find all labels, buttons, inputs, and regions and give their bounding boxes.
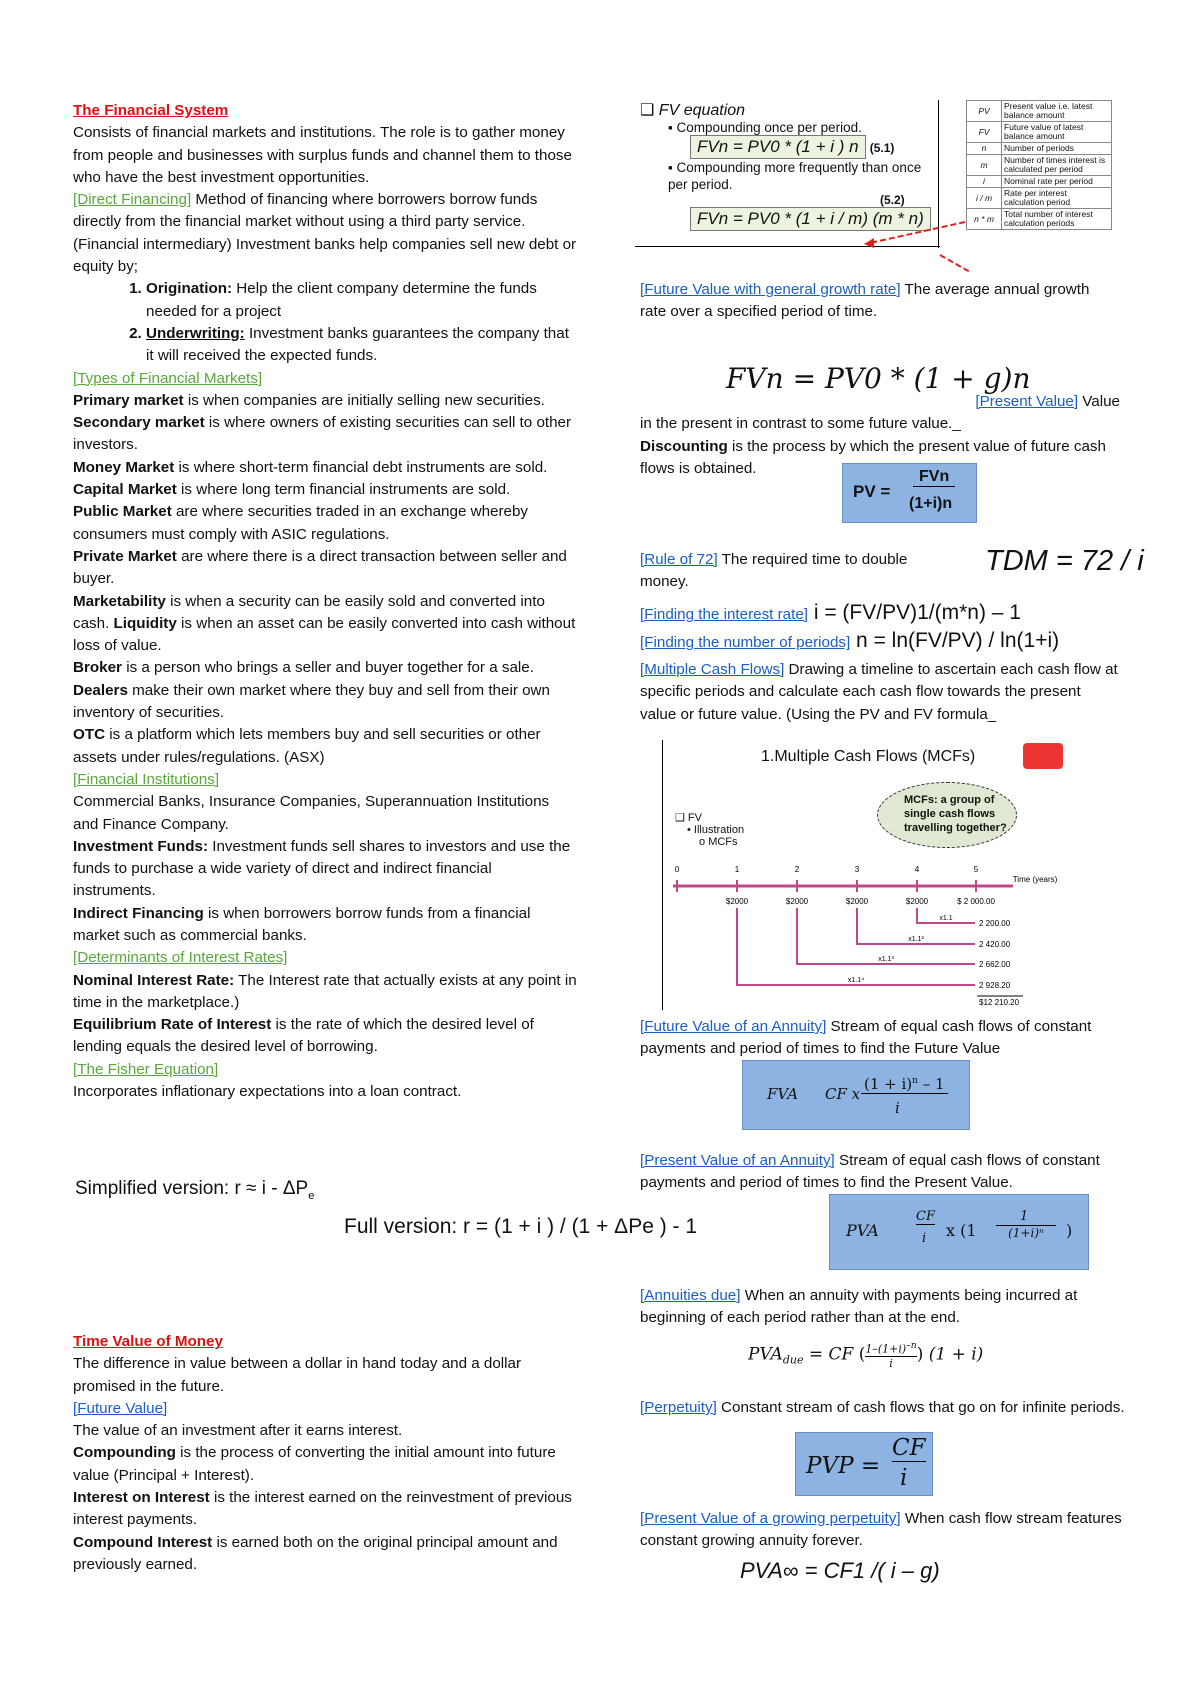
mcf-multiplier: x1.1³: [878, 956, 894, 963]
tvm-body: The difference in value between a dollar in hand today and a dollar promised in the future.: [73, 1355, 522, 1395]
left-column-tvm: [73, 1331, 578, 1576]
fisher-body: Incorporates inflationary expectations into a loan contract.: [73, 1083, 462, 1101]
mcf-cloud: MCFs: a group of single cash flows travelling together?: [877, 782, 1017, 848]
interest-on-interest: Interest on Interest is the interest earned on the reinvestment of previous interest payments.: [73, 1489, 572, 1529]
types-tag: [Types of Financial Markets]: [73, 369, 263, 387]
mcf-title: 1.Multiple Cash Flows (MCFs): [761, 748, 976, 765]
public-market: Public Market are where securities traded in an exchange whereby consumers must comply with ASIC regulations.: [73, 503, 529, 543]
perp-formula: PVP = CF i: [795, 1432, 933, 1496]
fv-growth: [Future Value with general growth rate] The average annual growth rate over a specified period of time.: [640, 281, 1090, 321]
fisher-simplified: Simplified version: $r \approx i - \Delta P_e$: [75, 1178, 315, 1202]
indirect-financing: Indirect Financing is when borrowers borrow funds from a financial market such as commercial banks.: [73, 904, 531, 944]
fv-equation-1: FVn = PV0 * (1 + i ) n: [690, 135, 866, 159]
money-market: Money Market is where short-term financial debt instruments are sold.: [73, 458, 548, 476]
fv-equation-2: FVn = PV0 * (1 + i / m) (m * n): [690, 207, 931, 231]
fva-formula: FVA CF x $(1 + i)^n - 1$ i: [742, 1060, 970, 1130]
mcf-timeline: [663, 740, 1073, 1010]
financial-system-title: The Financial System: [73, 102, 229, 119]
financing-list: [73, 278, 578, 367]
institutions-body: Commercial Banks, Insurance Companies, Superannuation Institutions and Finance Company.: [73, 793, 550, 833]
mcf-value-label: 2 200.00: [979, 919, 1011, 928]
fv-notation-table: PV Present value i.e. latest balance amount FV Future value of latest balance amount n Number of periods m Number of times interest is calculated per period i Nominal rate per period i / m Rate per interest calculation period n * m Total number of interest calculation periods: [966, 100, 1112, 230]
mcf-flow-label: $ 2 000.00: [957, 897, 995, 906]
fv-tag: [Future Value]: [73, 1399, 168, 1417]
mcf-tick-label: 5: [973, 865, 979, 874]
growing-perpetuity: [Present Value of a growing perpetuity] When cash flow stream features constant growing annuity forever.: [640, 1510, 1122, 1550]
compounding: Compounding is the process of converting the initial amount into future value (Principal + Interest).: [73, 1444, 556, 1484]
private-market: Private Market are where there is a direct transaction between seller and buyer.: [73, 547, 567, 588]
capital-market: Capital Market is where long term financial instruments are sold.: [73, 481, 511, 499]
marketability: Marketability is when a security can be easily sold and converted into cash. Liquidity is when an asset can be easily converted into cash without loss of value.: [73, 592, 576, 655]
fisher-tag: [The Fisher Equation]: [73, 1060, 219, 1078]
tvm-title: Time Value of Money: [73, 1333, 223, 1350]
otc: OTC is a platform which lets members buy and sell securities or other assets under rules/regulations. (ASX): [73, 726, 541, 766]
mcf-flow-label: $2000: [845, 897, 869, 906]
mcf-flow-label: $2000: [905, 897, 929, 906]
mcf-flow-label: $2000: [725, 897, 749, 906]
mcf-tick-label: 3: [854, 865, 860, 874]
pv-formula: PV = FVn (1+i)n: [842, 463, 977, 523]
mcf-value-label: 2 662.00: [979, 960, 1011, 969]
mcf-flow-label: $2000: [785, 897, 809, 906]
mcf-tick-label: 0: [674, 865, 680, 874]
fv-body: The value of an investment after it earns interest.: [73, 1422, 403, 1440]
pva-formula: PVA CF i x (1 1 (1+i)ⁿ ): [829, 1194, 1089, 1270]
mcf-figure: [662, 740, 1073, 1010]
direct-financing-body: Method of financing where borrowers borrow funds directly from the financial market without using a third party service. (Financial intermediary) Investment banks help companies sell new debt or equity by;: [73, 191, 577, 276]
mcf-tick-label: 1: [734, 865, 740, 874]
multiple-cash-flows: [Multiple Cash Flows] Drawing a timeline to ascertain each cash flow at specific periods and calculate each cash flow towards the present value or future value. (Using the PV and FV formula_: [640, 661, 1118, 723]
mcf-value-label: 2 928.20: [979, 981, 1011, 990]
tdm-formula: TDM = 72 / i: [985, 545, 1144, 577]
mcf-tick-label: 2: [794, 865, 800, 874]
mcf-legend: ❑ FV • Illustration o MCFs: [675, 812, 745, 848]
financial-system-body: Consists of financial markets and institutions. The role is to gather money from people and businesses with surplus funds and channel them to those who have the best investment opportunities.: [73, 124, 572, 186]
rule-of-72: [Rule of 72] The required time to double money.: [640, 551, 908, 591]
fv-growth-formula: FVn = PV0 * (1 + g)n: [726, 362, 1031, 395]
perpetuity: [Perpetuity] Constant stream of cash flows that go on for infinite periods.: [640, 1399, 1125, 1416]
compound-interest: Compound Interest is earned both on the original principal amount and previously earned.: [73, 1533, 558, 1573]
mcf-multiplier: x1.1²: [908, 936, 924, 943]
list-item: 2. Underwriting: Investment banks guarantees the company that it will received the expected funds.: [146, 323, 578, 368]
direct-financing-tag: [Direct Financing]: [73, 191, 192, 209]
mcf-tick-label: 4: [914, 865, 920, 874]
list-item: 1. Origination: Help the client company determine the funds needed for a project: [146, 278, 578, 323]
interest-rate: [Finding the interest rate] i = (FV/PV)1/(m*n) – 1 [Finding the number of periods] n = ln(FV/PV) / ln(1+i): [640, 601, 1060, 653]
mcf-multiplier: x1.1⁴: [847, 977, 865, 984]
investment-funds: Investment Funds: Investment funds sell shares to investors and use the funds to purchase a wide variety of direct and indirect financial instruments.: [73, 837, 571, 900]
arrow-icon: [860, 220, 980, 280]
primary-secondary: Primary market is when companies are initially selling new securities. Secondary market is where owners of existing securities can sell to other investors.: [73, 391, 572, 454]
mcf-value-label: $12 210.20: [979, 998, 1020, 1007]
nominal-rate: Nominal Interest Rate: The Interest rate that actually exists at any point in time in the marketplace.): [73, 971, 577, 1011]
checkbox-icon: ❑: [640, 102, 655, 119]
broker: Broker is a person who brings a seller and buyer together for a sale. Dealers make their own market where they buy and sell from their own inventory of securities.: [73, 659, 550, 722]
present-value: [Present Value] Value in the present in contrast to some future value._ Discounting is the process by which the present value of future cash flows is obtained.: [640, 393, 1120, 477]
fisher-full: Full version: r = (1 + i ) / (1 + ΔPe ) - 1: [344, 1215, 698, 1238]
gperp-formula: PVA∞ = CF1 /( i – g): [740, 1558, 940, 1583]
annuities-due: [Annuities due] When an annuity with payments being incurred at beginning of each period rather than at the end.: [640, 1287, 1078, 1327]
equilibrium-rate: Equilibrium Rate of Interest is the rate of which the desired level of lending equals the desired level of borrowing.: [73, 1016, 534, 1056]
due-formula: $PVA_{due}$ = CF ( $\frac{1-(1+i)^{-n}}{i}$ ) (1 + i): [748, 1340, 984, 1370]
pva-text: [Present Value of an Annuity] Stream of equal cash flows of constant payments and period of times to find the Present Value.: [640, 1152, 1100, 1192]
fva-text: [Future Value of an Annuity] Stream of equal cash flows of constant payments and period of times to find the Future Value: [640, 1018, 1092, 1058]
mcf-time-label: Time (years): [1012, 875, 1058, 884]
institutions-tag: [Financial Institutions]: [73, 770, 220, 788]
fv-equation-panel: ❑ FV equation ▪ Compounding once per period. FVn = PV0 * (1 + i ) n (5.1) ▪ Compounding more frequently than once per period. (5.2) FVn = PV0 * (1 + i / m) (m * n): [640, 100, 940, 248]
left-column: [73, 100, 578, 1103]
determinants-tag: [Determinants of Interest Rates]: [73, 949, 288, 967]
mcf-multiplier: x1.1: [939, 915, 953, 922]
mcf-value-label: 2 420.00: [979, 940, 1011, 949]
